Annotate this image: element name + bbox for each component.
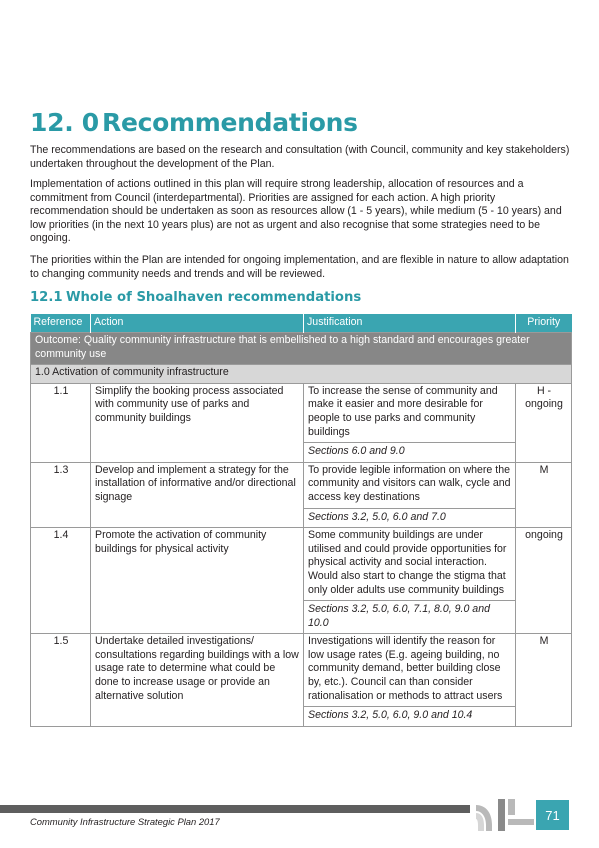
intro-paragraph-3: The priorities within the Plan are intended for ongoing implementation, and are flexible in nature to allow adaptation to changing community needs and trends and will be reviewed.: [30, 254, 569, 280]
outcome-text: Outcome: Quality community infrastructure that is embellished to a high standard and encourages greater community use: [31, 333, 572, 365]
section-title: Whole of Shoalhaven recommendations: [66, 290, 362, 305]
header-priority: Priority: [516, 314, 572, 333]
row-justification: [304, 634, 516, 727]
footer-decoration-icon: [472, 795, 536, 831]
section-row: [31, 365, 572, 384]
justification-text: Some community buildings are under utilised and could provide opportunities for physical activity and social interaction. Would also start to change the stigma that only older adults use community buildings: [308, 529, 507, 596]
row-reference: 1.3: [31, 462, 91, 527]
table-row: [31, 634, 572, 727]
intro-paragraph-2: Implementation of actions outlined in this plan will require strong leadership, allocation of resources and a commitment from Council (interdepartmental). Priorities are assigned for each action. A high priority recommendation should be undertaken as soon as resources allow (1 - 5 years), while medium (5 - 10 years) and low priorities (in the next 10 years plus) are not as urgent and also recognise that some strategies need to be ongoing.: [30, 178, 562, 244]
row-reference: 1.1: [31, 383, 91, 462]
justification-sections: Sections 3.2, 5.0, 6.0 and 7.0: [304, 508, 515, 528]
table-header-row: [31, 314, 572, 333]
intro-paragraph-1: The recommendations are based on the research and consultation (with Council, community and key stakeholders) undertaken throughout the development of the Plan.: [30, 144, 570, 170]
row-action: Undertake detailed investigations/ consultations regarding buildings with a low usage rate to determine what could be done to increase usage or provide an alternative solution: [91, 634, 304, 727]
row-reference: 1.4: [31, 528, 91, 634]
heading-title: Recommendations: [102, 108, 358, 137]
section-label: 1.0 Activation of community infrastructure: [31, 365, 572, 384]
justification-text: To provide legible information on where the community and visitors can walk, cycle and access key destinations: [308, 463, 511, 503]
outcome-row: [31, 333, 572, 365]
page-number: 71: [536, 800, 569, 830]
row-priority: M: [516, 634, 572, 727]
justification-text: To increase the sense of community and make it easier and more desirable for people to use parks and community buildings: [308, 384, 498, 438]
heading-number: 12. 0: [30, 108, 99, 137]
table-row: [31, 528, 572, 634]
row-justification: [304, 383, 516, 462]
footer-title: Community Infrastructure Strategic Plan 2017: [30, 816, 220, 827]
row-action: Simplify the booking process associated with community use of parks and community buildings: [91, 383, 304, 462]
row-action: Develop and implement a strategy for the installation of informative and/or directional signage: [91, 462, 304, 527]
section-number: 12.1: [30, 290, 63, 305]
row-action: Promote the activation of community buildings for physical activity: [91, 528, 304, 634]
row-priority: H - ongoing: [516, 383, 572, 462]
justification-sections: Sections 6.0 and 9.0: [304, 442, 515, 462]
justification-sections: Sections 3.2, 5.0, 6.0, 9.0 and 10.4: [304, 706, 515, 726]
table-row: [31, 383, 572, 462]
page-title: [30, 108, 358, 137]
row-priority: ongoing: [516, 528, 572, 634]
recommendations-table: [30, 314, 572, 727]
header-reference: Reference: [31, 314, 91, 333]
table-row: [31, 462, 572, 527]
justification-sections: Sections 3.2, 5.0, 6.0, 7.1, 8.0, 9.0 and 10.0: [304, 600, 515, 633]
justification-text: Investigations will identify the reason for low usage rates (E.g. ageing building, no community demand, better building close by, etc.). Council can than consider rationalisation or methods to attract users: [308, 635, 503, 702]
section-heading: [30, 290, 361, 305]
header-justification: Justification: [304, 314, 516, 333]
row-justification: [304, 528, 516, 634]
row-reference: 1.5: [31, 634, 91, 727]
header-action: Action: [91, 314, 304, 333]
row-priority: M: [516, 462, 572, 527]
row-justification: [304, 462, 516, 527]
footer-bar: [0, 805, 470, 813]
